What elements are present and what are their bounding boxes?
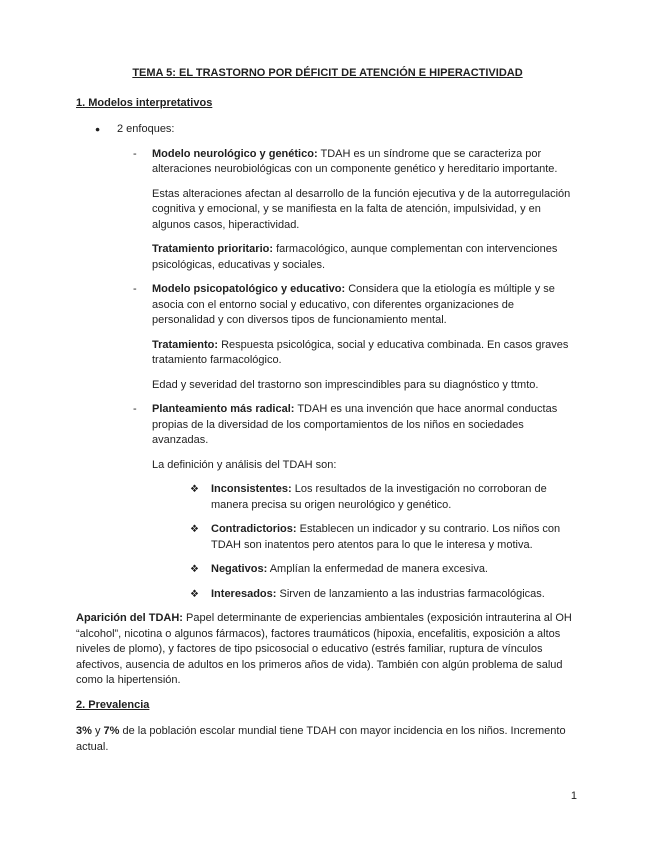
interesados-content [211, 587, 579, 612]
list-item-interesados [152, 587, 579, 612]
planteamiento-radical-lead: Planteamiento más radical: [152, 403, 295, 415]
model-neurologico-paragraph-2: Estas alteraciones afectan al desarrollo de la función ejecutiva y de la autorregulación cognitiva y emocional, y se manifiesta en la falta de atención, impulsividad, y en algunos casos, hiperactividad. [152, 187, 571, 231]
aparicion-paragraph [76, 611, 579, 689]
document-title: TEMA 5: EL TRASTORNO POR DÉFICIT DE ATENCIÓN E HIPERACTIVIDAD [132, 67, 523, 79]
prevalencia-percent-2: 7% [103, 725, 120, 737]
tratamiento-prioritario-text: farmacológico, aunque complementan con intervenciones psicológicas, educativas y sociales. [152, 243, 558, 271]
inconsistentes-text: Los resultados de la investigación no corroboran de manera precisa su origen neurológico y genético. [211, 483, 547, 511]
page-number: 1 [570, 789, 577, 802]
dash-icon: - [133, 283, 137, 295]
tratamiento-prioritario-lead: Tratamiento prioritario: [152, 243, 274, 255]
prevalencia-percent-1: 3% [76, 725, 92, 737]
inconsistentes-paragraph [211, 482, 579, 513]
list-item-content [117, 122, 579, 147]
bullet-icon: ● [95, 124, 101, 134]
contradictorios-lead: Contradictorios: [211, 523, 297, 535]
negativos-paragraph [211, 562, 579, 578]
aparicion-text: Papel determinante de experiencias ambientales (exposición intrauterina al OH “alcohol”, nicotina o algunos fármacos), factores traumáticos (hipoxia, encefalitis, exposición a altos niveles de plomo), y factores de tipo psicosocial o educativo (estrés familiar, ruptura de vínculos afectivos, ausencia de adultos en los primeros años de vida). También con algún problema de salud como la hipertensión. [76, 612, 572, 686]
planteamiento-radical-text: TDAH es una invención que hace anormal conductas propias de la diversidad de los comportamientos de los niños en sociedades avanzadas. [152, 403, 558, 446]
list-item-contradictorios [152, 522, 579, 562]
model-psicopatologico-tratamiento [152, 338, 579, 369]
model-psicopatologico-content [152, 282, 579, 402]
negativos-content [211, 562, 579, 587]
aparicion-lead: Aparición del TDAH: [76, 612, 183, 624]
list-item-model-psicopatologico [76, 282, 579, 402]
list-item-planteamiento-radical [76, 402, 579, 611]
list-item-negativos [152, 562, 579, 587]
list-item-inconsistentes [152, 482, 579, 522]
tratamiento-lead: Tratamiento: [152, 338, 219, 351]
contradictorios-content [211, 522, 579, 562]
section-1-heading: 1. Modelos interpretativos [76, 96, 213, 109]
dash-icon: - [133, 403, 137, 415]
diamond-bullet-icon: ❖ [190, 564, 199, 575]
model-psicopatologico-lead: Modelo psicopatológico y educativo: [152, 283, 346, 295]
model-neurologico-text: TDAH es un síndrome que se caracteriza por alteraciones neurobiológicas con un componente genético y hereditario importante. [152, 147, 558, 175]
interesados-lead: Interesados: [211, 587, 277, 600]
prevalencia-paragraph [76, 724, 579, 755]
enfoques-text: 2 enfoques: [117, 123, 175, 135]
definicion-intro: La definición y análisis del TDAH son: [152, 458, 337, 471]
prevalencia-text: de la población escolar mundial tiene TDAH con mayor incidencia en los niños. Incremento actual. [76, 725, 566, 753]
contradictorios-paragraph [211, 522, 579, 553]
diamond-bullet-icon: ❖ [190, 484, 199, 495]
negativos-text: Amplían la enfermedad de manera excesiva. [269, 563, 488, 575]
model-neurologico-content [152, 147, 579, 283]
inconsistentes-lead: Inconsistentes: [211, 483, 292, 495]
planteamiento-radical-content [152, 402, 579, 611]
tratamiento-text: Respuesta psicológica, social y educativa combinada. En casos graves tratamiento farmacológico. [152, 338, 569, 366]
interesados-paragraph [211, 587, 579, 603]
dash-icon: - [133, 147, 137, 160]
diamond-bullet-icon: ❖ [190, 588, 199, 600]
model-neurologico-tratamiento [152, 242, 579, 273]
list-item-enfoques [76, 122, 579, 147]
model-neurologico-lead: Modelo neurológico y genético: [152, 147, 318, 160]
diamond-bullet-icon: ❖ [190, 524, 199, 535]
interesados-text: Sirven de lanzamiento a las industrias farmacológicas. [279, 587, 545, 600]
section-2-heading: 2. Prevalencia [76, 698, 150, 711]
model-psicopatologico-text: Considera que la etiología es múltiple y se asocia con el entorno social y educativo, con diferentes organizaciones de personalidad y con diversos tipos de funcionamiento mental. [152, 283, 555, 326]
contradictorios-text: Establecen un indicador y su contrario. Los niños con TDAH son inatentos pero atentos para lo que le interesa y motiva. [211, 523, 561, 551]
negativos-lead: Negativos: [211, 563, 268, 575]
inconsistentes-content [211, 482, 579, 522]
prevalencia-separator: y [91, 725, 104, 737]
planteamiento-radical-paragraph-1 [152, 402, 579, 449]
model-psicopatologico-paragraph-3: Edad y severidad del trastorno son imprescindibles para su diagnóstico y ttmto. [152, 378, 539, 391]
list-item-model-neurologico [76, 147, 579, 283]
model-psicopatologico-paragraph-1 [152, 282, 579, 329]
model-neurologico-paragraph-1 [152, 147, 579, 178]
